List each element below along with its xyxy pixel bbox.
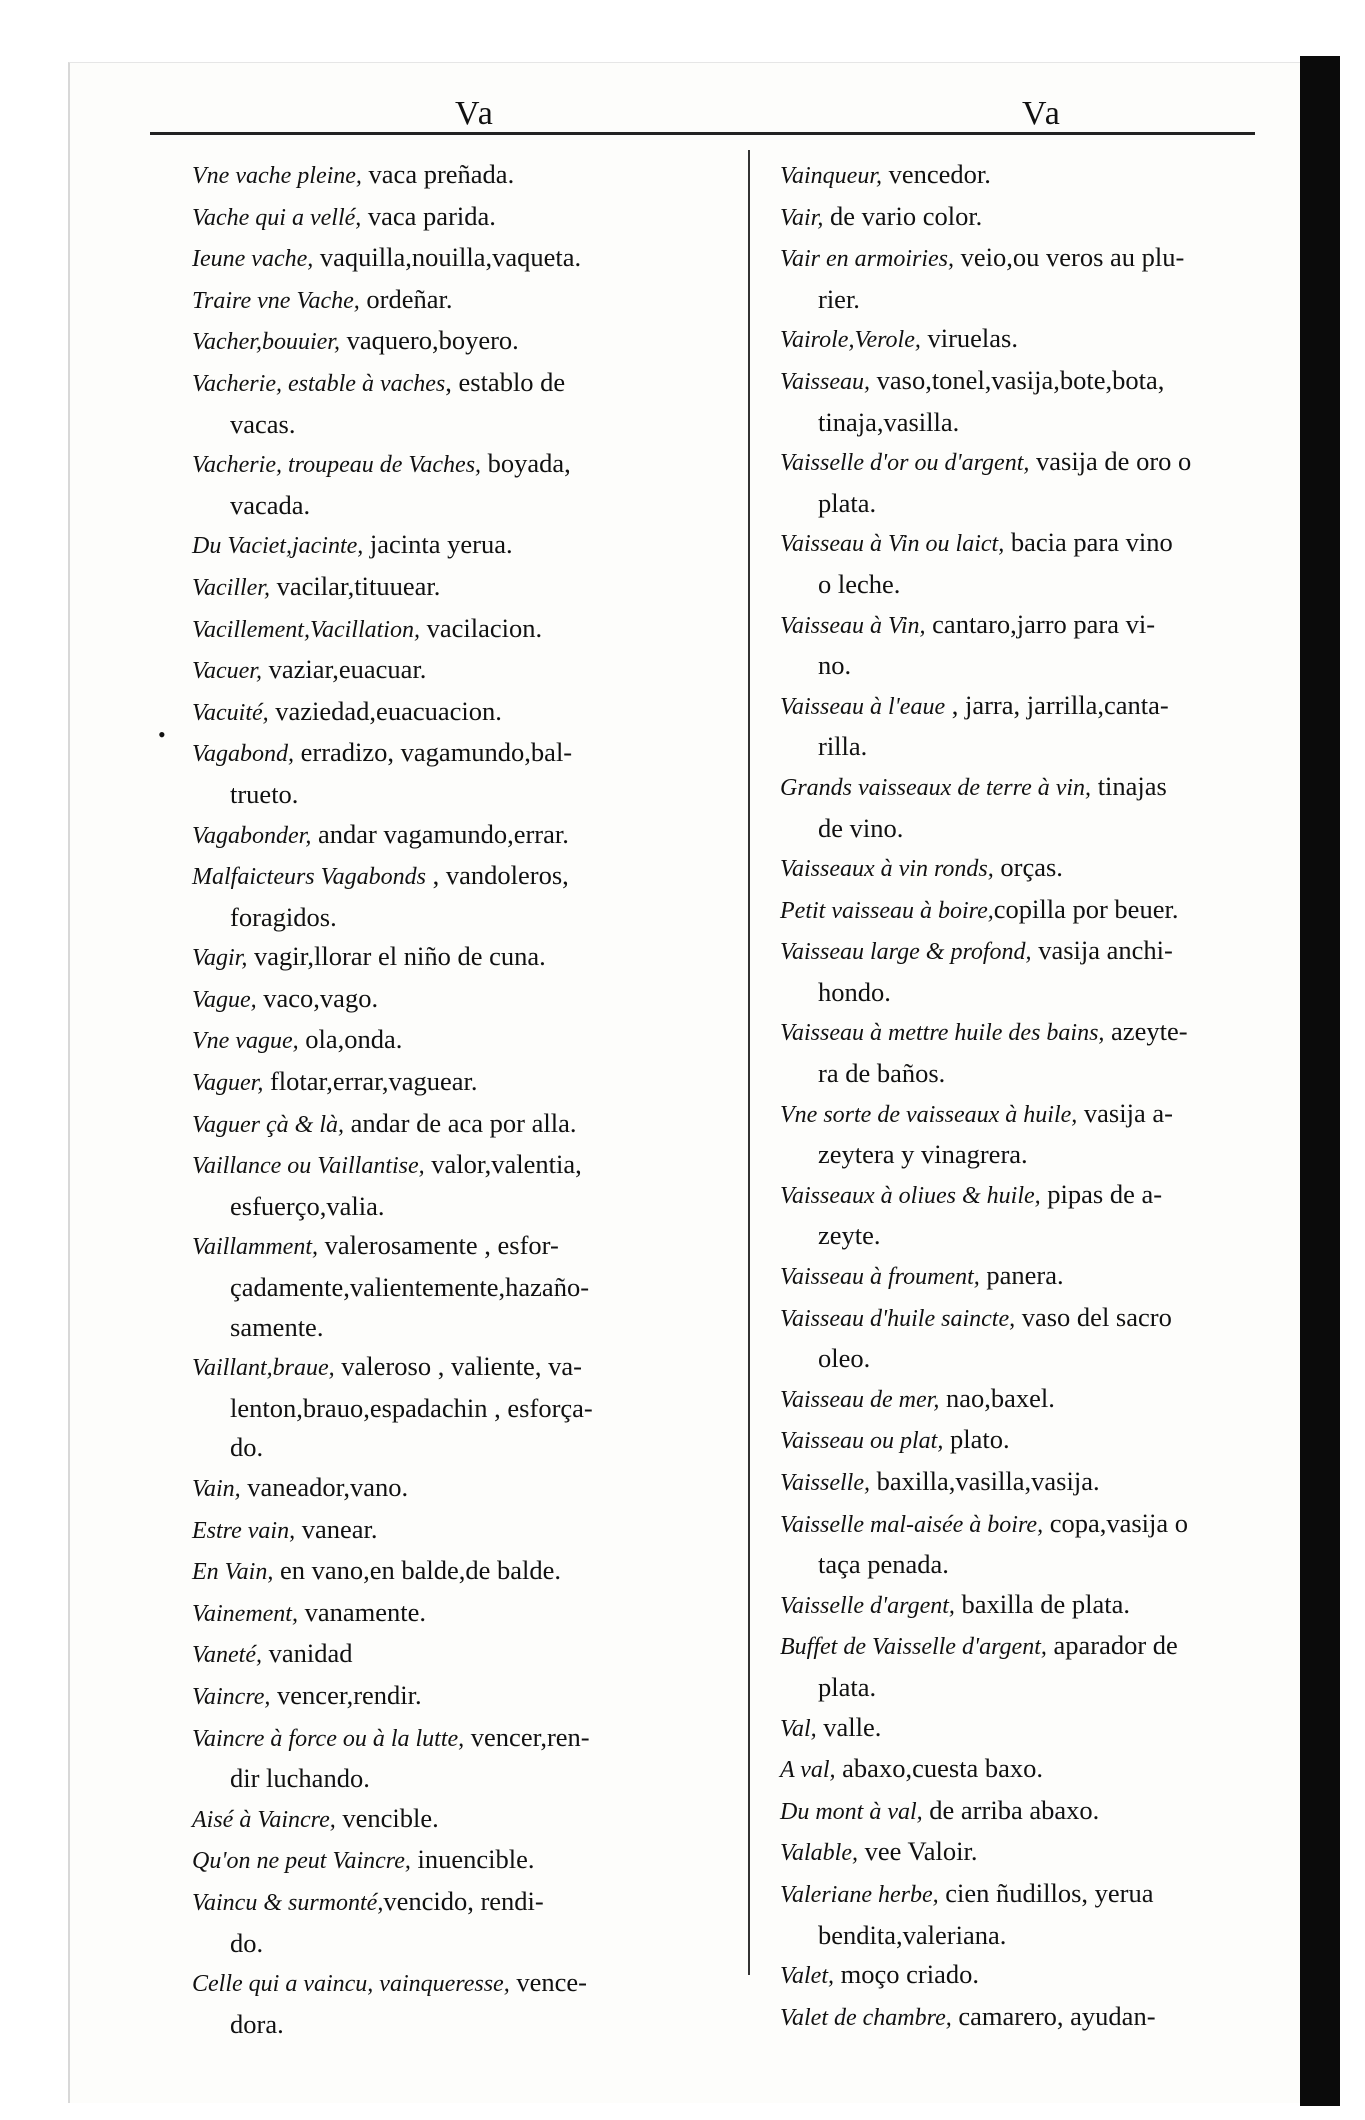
- running-header: [0, 95, 1365, 135]
- definition: vaquero,boyero.: [339, 325, 519, 356]
- dictionary-entry: [780, 1874, 1300, 1916]
- headword: Vaincu & surmonté,: [192, 1889, 384, 1916]
- headword: Vaisseau à mettre huile des bains,: [780, 1020, 1105, 1047]
- definition: en vano,en balde,de balde.: [273, 1555, 562, 1586]
- dictionary-entry: [192, 733, 732, 775]
- definition: , vandoleros,: [426, 860, 569, 891]
- dictionary-entry: [192, 1020, 732, 1062]
- dictionary-entry: [192, 1882, 732, 1924]
- definition-continuation: bendita,valeriana.: [818, 1919, 1007, 1950]
- definition-continuation: trueto.: [230, 778, 299, 809]
- dictionary-entry: [780, 1175, 1300, 1217]
- definition: vaziar,euacuar.: [261, 654, 427, 685]
- dictionary-entry: [780, 1955, 1300, 1997]
- headword: Vain,: [192, 1476, 241, 1502]
- headword: Vaincre,: [192, 1683, 271, 1710]
- dictionary-entry: [192, 692, 732, 734]
- headword: Vaillance ou Vaillantise,: [192, 1153, 425, 1180]
- definition-continuation: çadamente,valientemente,hazaño-: [230, 1272, 590, 1303]
- headword: Vague,: [192, 986, 257, 1013]
- dictionary-entry: [780, 1791, 1300, 1833]
- dictionary-entry: [192, 1593, 732, 1635]
- definition: cantaro,jarro para vi-: [925, 608, 1156, 639]
- dictionary-entry: [780, 1012, 1300, 1054]
- definition: bacia para vino: [1004, 527, 1173, 558]
- dictionary-entry: [780, 1094, 1300, 1136]
- definition: jacinta yerua.: [363, 529, 513, 560]
- headword: Valeriane herbe,: [780, 1881, 939, 1908]
- definition: andar de aca por alla.: [343, 1107, 577, 1138]
- definition-continuation: zeyte.: [818, 1220, 881, 1251]
- definition: ola,onda.: [298, 1024, 403, 1055]
- headword: Vaincre à force ou à la lutte,: [192, 1725, 465, 1752]
- headword: Vaisselle d'argent,: [780, 1592, 955, 1619]
- dictionary-entry: [780, 686, 1300, 728]
- definition: plato.: [943, 1424, 1010, 1455]
- definition: vaso del sacro: [1015, 1301, 1172, 1332]
- definition: vence-: [509, 1967, 587, 1998]
- page-edge-shadow: [1300, 56, 1340, 2106]
- header-rule: [150, 132, 1255, 135]
- headword: Aisé à Vaincre,: [192, 1806, 336, 1833]
- dictionary-entry: [192, 937, 732, 979]
- dictionary-entry: [780, 1379, 1300, 1421]
- definition: vaneador,vano.: [240, 1472, 409, 1502]
- dictionary-entry: [192, 1468, 732, 1510]
- definition: de vario color.: [823, 200, 983, 231]
- headword: Vaisseau à Vin,: [780, 612, 926, 639]
- header-left: Va: [455, 95, 495, 132]
- dictionary-entry: [780, 931, 1300, 973]
- definition: valeroso , valiente, va-: [334, 1351, 582, 1382]
- dictionary-entry: [192, 1104, 732, 1146]
- dictionary-entry: [780, 238, 1300, 280]
- definition: vaco,vago.: [256, 982, 379, 1013]
- headword: Vair,: [780, 204, 824, 231]
- definition: inuencible.: [410, 1844, 535, 1875]
- dictionary-entry: [192, 567, 732, 609]
- dictionary-entry: [192, 363, 732, 405]
- dictionary-entry: [192, 238, 732, 280]
- margin-mark: •: [158, 722, 166, 747]
- definition: vasija anchi-: [1031, 935, 1173, 966]
- definition: abaxo,cuesta baxo.: [835, 1753, 1044, 1784]
- dictionary-entry: [780, 890, 1300, 932]
- definition: vencible.: [335, 1802, 439, 1833]
- headword: Petit vaisseau à boire,: [780, 897, 994, 924]
- dictionary-entry: [780, 605, 1300, 647]
- definition: vencer,rendir.: [270, 1679, 422, 1710]
- headword: Valet de chambre,: [780, 2004, 952, 2031]
- definition: , jarra, jarrilla,canta-: [945, 689, 1169, 720]
- definition: valor,valentia,: [424, 1149, 582, 1180]
- dictionary-entry: [192, 815, 732, 857]
- definition-continuation: esfuerço,valia.: [230, 1190, 385, 1221]
- headword: Vaisseau à Vin ou laict,: [780, 531, 1005, 558]
- dictionary-entry: [192, 1062, 732, 1104]
- right-column: [780, 155, 1300, 2038]
- definition-continuation: oleo.: [818, 1343, 871, 1374]
- definition: boyada,: [481, 448, 571, 479]
- headword: Vacherie, estable à vaches: [192, 370, 446, 397]
- dictionary-entry: [192, 856, 732, 898]
- definition-continuation: zeytera y vinagrera.: [818, 1139, 1028, 1170]
- headword: Vne vague,: [192, 1028, 299, 1055]
- headword: Ieune vache,: [192, 246, 314, 273]
- definition: de arriba abaxo.: [922, 1794, 1100, 1825]
- definition-continuation: tinaja,vasilla.: [818, 406, 960, 437]
- headword: Vair en armoiries,: [780, 246, 954, 273]
- headword: Vaneté,: [192, 1642, 262, 1669]
- dictionary-entry: [192, 1676, 732, 1718]
- headword: Vacuer,: [192, 658, 262, 685]
- dictionary-entry: [192, 1963, 732, 2005]
- definition: vencido, rendi-: [383, 1885, 544, 1916]
- dictionary-entry: [780, 1708, 1300, 1750]
- headword: A val,: [780, 1757, 836, 1784]
- definition: valerosamente , esfor-: [318, 1230, 559, 1261]
- definition-continuation: samente.: [230, 1311, 324, 1342]
- definition-continuation: dir luchando.: [230, 1763, 370, 1794]
- definition: copa,vasija o: [1043, 1507, 1189, 1538]
- dictionary-entry: [192, 979, 732, 1021]
- dictionary-entry: [192, 525, 732, 567]
- definition: vasija de oro o: [1029, 446, 1192, 477]
- definition-continuation: de vino.: [818, 812, 904, 843]
- headword: Vaciller,: [192, 574, 270, 601]
- definition: ordeñar.: [359, 283, 453, 314]
- dictionary-entry: [192, 1718, 732, 1760]
- headword: Vagabond,: [192, 741, 294, 768]
- definition: vacilar,tituuear.: [270, 570, 441, 601]
- dictionary-entry: [192, 321, 732, 363]
- definition-continuation: rier.: [818, 283, 860, 314]
- headword: Vairole,Verole,: [780, 327, 921, 354]
- definition: flotar,errar,vaguear.: [263, 1066, 478, 1097]
- dictionary-entry: [780, 767, 1300, 809]
- definition: moço criado.: [834, 1959, 979, 1990]
- definition: vanamente.: [297, 1596, 427, 1627]
- definition-continuation: plata.: [818, 1671, 877, 1702]
- headword: Vaisseau d'huile saincte,: [780, 1305, 1016, 1332]
- definition: aparador de: [1046, 1630, 1178, 1661]
- definition-continuation: foragidos.: [230, 901, 337, 932]
- header-right: Va: [1022, 95, 1062, 132]
- definition: vee Valoir.: [858, 1836, 978, 1867]
- definition-continuation: no.: [818, 650, 852, 681]
- definition-continuation: dora.: [230, 2008, 284, 2039]
- dictionary-entry: [780, 1997, 1300, 2039]
- dictionary-entry: [192, 609, 732, 651]
- definition: cien ñudillos, yerua: [938, 1877, 1154, 1908]
- dictionary-entry: [192, 155, 732, 197]
- definition: panera.: [979, 1260, 1064, 1291]
- headword: Vagir,: [192, 945, 248, 972]
- definition: azeyte-: [1104, 1016, 1188, 1047]
- headword: Vacher,bouuier,: [192, 329, 340, 356]
- headword: Vaisseau à l'eaue: [780, 693, 946, 720]
- headword: Vaisseaux à oliues & huile,: [780, 1182, 1041, 1209]
- definition: vaca parida.: [361, 200, 496, 231]
- headword: Vne vache pleine,: [192, 163, 362, 189]
- definition: vagir,llorar el niño de cuna.: [247, 941, 546, 972]
- dictionary-entry: [192, 444, 732, 486]
- definition: vencedor.: [882, 159, 991, 189]
- headword: Vaisseau ou plat,: [780, 1428, 944, 1455]
- definition-continuation: rilla.: [818, 731, 868, 762]
- headword: Du mont à val,: [780, 1798, 923, 1825]
- definition: vaziedad,euacuacion.: [268, 695, 502, 726]
- definition: copilla por beuer.: [993, 893, 1179, 924]
- headword: Vne sorte de vaisseaux à huile,: [780, 1101, 1078, 1128]
- definition: camarero, ayudan-: [951, 2000, 1156, 2031]
- headword: Vaisselle d'or ou d'argent,: [780, 450, 1030, 477]
- headword: Vacherie, troupeau de Vaches,: [192, 452, 482, 479]
- dictionary-entry: [780, 197, 1300, 239]
- definition: , establo de: [445, 366, 566, 397]
- dictionary-entry: [780, 523, 1300, 565]
- headword: Vaisseaux à vin ronds,: [780, 856, 994, 883]
- definition-continuation: vacas.: [230, 408, 296, 439]
- definition-continuation: ra de baños.: [818, 1058, 946, 1089]
- definition: vanidad: [261, 1638, 353, 1669]
- definition-continuation: hondo.: [818, 976, 891, 1007]
- definition: veio,ou veros au plu-: [954, 242, 1185, 273]
- definition: vaca preñada.: [361, 159, 515, 189]
- headword: Vainement,: [192, 1600, 298, 1627]
- dictionary-entry: [780, 1585, 1300, 1627]
- definition-continuation: plata.: [818, 487, 877, 518]
- definition-continuation: do.: [230, 1432, 264, 1463]
- definition: orças.: [993, 852, 1063, 883]
- headword: Vaguer çà & là,: [192, 1111, 344, 1138]
- definition-continuation: o leche.: [818, 568, 901, 599]
- definition: vencer,ren-: [464, 1721, 590, 1752]
- definition: nao,baxel.: [939, 1382, 1055, 1413]
- dictionary-entry: [780, 1256, 1300, 1298]
- dictionary-entry: [780, 155, 1300, 197]
- headword: Vaguer,: [192, 1070, 264, 1097]
- headword: Vagabonder,: [192, 822, 312, 849]
- definition: vasija a-: [1077, 1097, 1173, 1128]
- definition: tinajas: [1091, 770, 1167, 801]
- headword: Vainqueur,: [780, 163, 882, 189]
- dictionary-entry: [192, 1551, 732, 1593]
- definition: vaso,tonel,vasija,bote,bota,: [870, 364, 1165, 395]
- dictionary-entry: [192, 280, 732, 322]
- dictionary-entry: [780, 1462, 1300, 1504]
- definition: baxilla de plata.: [954, 1588, 1131, 1619]
- column-divider: [748, 150, 750, 1975]
- headword: Vache qui a vellé,: [192, 204, 362, 231]
- dictionary-entry: [780, 848, 1300, 890]
- dictionary-entry: [780, 1420, 1300, 1462]
- headword: Vaisseau à froument,: [780, 1264, 980, 1291]
- dictionary-entry: [780, 1832, 1300, 1874]
- headword: Vaillamment,: [192, 1234, 318, 1261]
- definition: pipas de a-: [1040, 1178, 1163, 1209]
- headword: Vacillement,Vacillation,: [192, 616, 420, 643]
- headword: Vacuité,: [192, 699, 269, 726]
- headword: Vaisselle,: [780, 1470, 870, 1496]
- definition-continuation: taça penada.: [818, 1549, 949, 1580]
- dictionary-entry: [780, 1626, 1300, 1668]
- headword: Val,: [780, 1715, 817, 1742]
- headword: Vaisseau,: [780, 368, 870, 395]
- dictionary-entry: [780, 1504, 1300, 1546]
- definition: vanear.: [295, 1513, 378, 1544]
- dictionary-entry: [780, 442, 1300, 484]
- headword: Valet,: [780, 1963, 834, 1990]
- dictionary-entry: [192, 1799, 732, 1841]
- definition: baxilla,vasilla,vasija.: [870, 1466, 1100, 1496]
- dictionary-entry: [192, 1347, 732, 1389]
- headword: En Vain,: [192, 1559, 274, 1586]
- dictionary-entry: [192, 1145, 732, 1187]
- definition: viruelas.: [920, 323, 1018, 354]
- headword: Malfaicteurs Vagabonds: [192, 864, 426, 891]
- definition: vacilacion.: [419, 612, 543, 643]
- headword: Vaisseau de mer,: [780, 1386, 940, 1413]
- dictionary-entry: [192, 197, 732, 239]
- dictionary-entry: [192, 1840, 732, 1882]
- definition-continuation: lenton,brauo,espadachin , esforça-: [230, 1392, 593, 1423]
- dictionary-entry: [780, 319, 1300, 361]
- headword: Grands vaisseaux de terre à vin,: [780, 774, 1092, 801]
- headword: Qu'on ne peut Vaincre,: [192, 1848, 411, 1875]
- dictionary-entry: [780, 1298, 1300, 1340]
- dictionary-entry: [780, 361, 1300, 403]
- headword: Vaisseau large & profond,: [780, 939, 1032, 966]
- headword: Estre vain,: [192, 1517, 296, 1544]
- dictionary-entry: [192, 1634, 732, 1676]
- definition: vaquilla,nouilla,vaqueta.: [313, 242, 582, 273]
- headword: Traire vne Vache,: [192, 287, 360, 314]
- definition: valle.: [816, 1711, 882, 1742]
- headword: Vaillant,braue,: [192, 1355, 335, 1382]
- dictionary-entry: [192, 650, 732, 692]
- dictionary-entry: [780, 1749, 1300, 1791]
- headword: Vaisselle mal-aisée à boire,: [780, 1511, 1044, 1538]
- definition: erradizo, vagamundo,bal-: [294, 737, 573, 768]
- left-column: [192, 155, 732, 2044]
- headword: Buffet de Vaisselle d'argent,: [780, 1634, 1047, 1661]
- definition-continuation: vacada.: [230, 489, 311, 520]
- headword: Valable,: [780, 1840, 858, 1867]
- dictionary-entry: [192, 1510, 732, 1552]
- definition: andar vagamundo,errar.: [311, 818, 569, 849]
- dictionary-entry: [192, 1226, 732, 1268]
- headword: Celle qui a vaincu, vainqueresse,: [192, 1971, 510, 1998]
- definition-continuation: do.: [230, 1927, 264, 1958]
- headword: Du Vaciet,jacinte,: [192, 533, 364, 560]
